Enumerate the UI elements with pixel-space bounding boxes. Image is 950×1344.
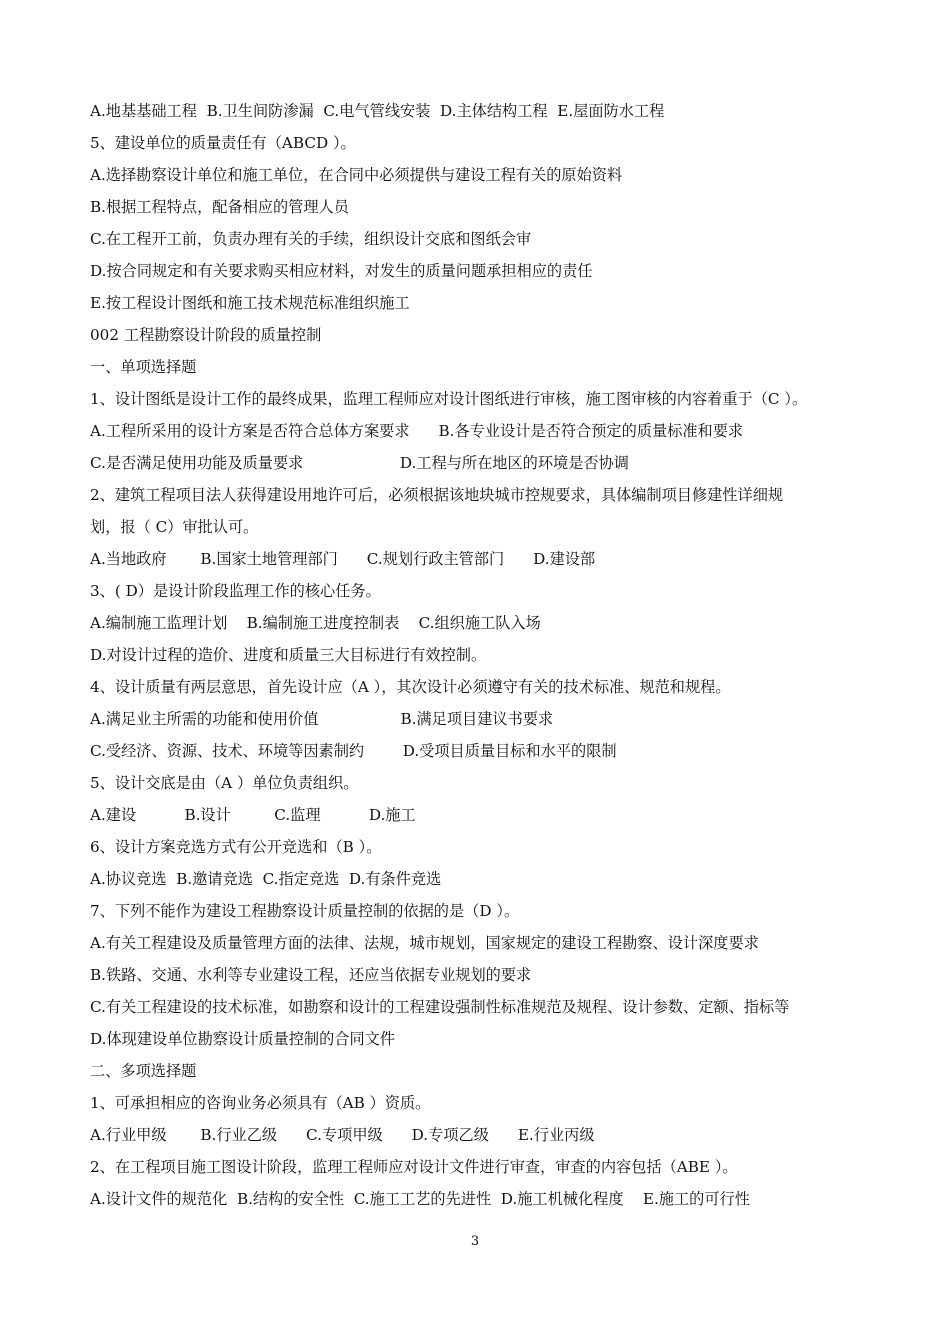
text-line: D.按合同规定和有关要求购买相应材料，对发生的质量问题承担相应的责任 <box>90 262 593 280</box>
question-line: 5、建设单位的质量责任有（ABCD ）。 <box>90 134 356 152</box>
question-line: 1、可承担相应的咨询业务必须具有（AB ）资质。 <box>90 1094 431 1112</box>
question-line: 1、设计图纸是设计工作的最终成果，监理工程师应对设计图纸进行审核，施工图审核的内容着重于（C ）。 <box>90 390 808 408</box>
option-line: D.体现建设单位勘察设计质量控制的合同文件 <box>90 1030 396 1048</box>
question-line: 6、设计方案竞选方式有公开竞选和（B ）。 <box>90 838 382 856</box>
text-line: B.根据工程特点，配备相应的管理人员 <box>90 198 349 216</box>
option-line: D.对设计过程的造价、进度和质量三大目标进行有效控制。 <box>90 646 487 664</box>
option-line: A.设计文件的规范化 B.结构的安全性 C.施工工艺的先进性 D.施工机械化程度 E.施工的可行性 <box>90 1190 750 1208</box>
question-line: 3、( D）是设计阶段监理工作的核心任务。 <box>90 582 381 600</box>
option-line: A.建设 B.设计 C.监理 D.施工 <box>90 806 416 824</box>
option-line: B.铁路、交通、水利等专业建设工程，还应当依据专业规划的要求 <box>90 966 532 984</box>
option-line: A.行业甲级 B.行业乙级 C.专项甲级 D.专项乙级 E.行业丙级 <box>90 1126 595 1144</box>
option-line: A.协议竞选 B.邀请竞选 C.指定竞选 D.有条件竞选 <box>90 870 442 888</box>
option-line: C.是否满足使用功能及质量要求 D.工程与所在地区的环境是否协调 <box>90 454 629 472</box>
question-line: 7、下列不能作为建设工程勘察设计质量控制的依据的是（D ）。 <box>90 902 520 920</box>
question-line: 2、在工程项目施工图设计阶段，监理工程师应对设计文件进行审查，审查的内容包括（ABE ）。 <box>90 1158 738 1176</box>
text-line: E.按工程设计图纸和施工技术规范标准组织施工 <box>90 294 410 312</box>
text-line: A.地基基础工程 B.卫生间防渗漏 C.电气管线安装 D.主体结构工程 E.屋面防水工程 <box>90 102 665 120</box>
text-line: A.选择勘察设计单位和施工单位，在合同中必须提供与建设工程有关的原始资料 <box>90 166 623 184</box>
option-line: A.当地政府 B.国家土地管理部门 C.规划行政主管部门 D.建设部 <box>90 550 596 568</box>
text-line: C.在工程开工前，负责办理有关的手续，组织设计交底和图纸会审 <box>90 230 532 248</box>
option-line: A.编制施工监理计划 B.编制施工进度控制表 C.组织施工队入场 <box>90 614 541 632</box>
subsection-heading: 一、单项选择题 <box>90 358 197 376</box>
option-line: C.有关工程建设的技术标准，如勘察和设计的工程建设强制性标准规范及规程、设计参数、定额、指标等 <box>90 998 790 1016</box>
question-line: 划，报（ C）审批认可。 <box>90 518 259 536</box>
option-line: C.受经济、资源、技术、环境等因素制约 D.受项目质量目标和水平的限制 <box>90 742 617 760</box>
page-number: 3 <box>470 1234 480 1249</box>
section-heading: 002 工程勘察设计阶段的质量控制 <box>90 326 322 344</box>
option-line: A.有关工程建设及质量管理方面的法律、法规，城市规划，国家规定的建设工程勘察、设计深度要求 <box>90 934 759 952</box>
subsection-heading: 二、多项选择题 <box>90 1062 197 1080</box>
option-line: A.工程所采用的设计方案是否符合总体方案要求 B.各专业设计是否符合预定的质量标准和要求 <box>90 422 744 440</box>
question-line: 2、建筑工程项目法人获得建设用地许可后，必须根据该地块城市控规要求，具体编制项目修建性详细规 <box>90 486 784 504</box>
question-line: 5、设计交底是由（A ）单位负责组织。 <box>90 774 359 792</box>
question-line: 4、设计质量有两层意思，首先设计应（A ），其次设计必须遵守有关的技术标准、规范和规程。 <box>90 678 731 696</box>
option-line: A.满足业主所需的功能和使用价值 B.满足项目建议书要求 <box>90 710 554 728</box>
